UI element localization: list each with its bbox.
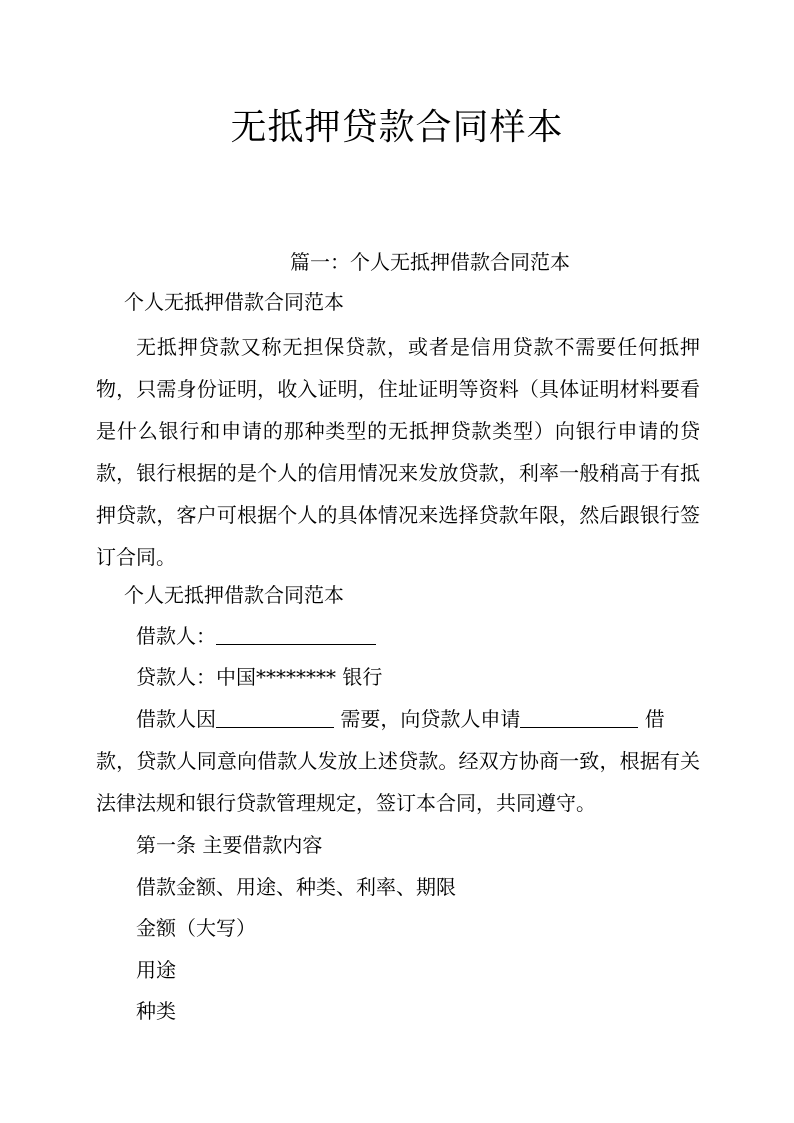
- subheading-contract-template: 个人无抵押借款合同范本: [124, 290, 344, 314]
- subheading-contract-template-2: 个人无抵押借款合同范本: [124, 583, 344, 607]
- usage-label: 用途: [136, 958, 176, 982]
- document-title: 无抵押贷款合同样本: [230, 107, 564, 148]
- section-heading: 篇一：个人无抵押借款合同范本: [290, 250, 570, 274]
- purpose-text-3: 借: [638, 707, 665, 731]
- purpose-text-1: 借款人因: [136, 707, 216, 731]
- amount-label: 金额（大写）: [136, 916, 256, 940]
- loan-items-line: 借款金额、用途、种类、利率、期限: [136, 875, 456, 899]
- borrower-label: 借款人：: [136, 624, 216, 648]
- borrower-blank: [216, 624, 376, 645]
- purpose-line: [136, 704, 665, 734]
- purpose-amount-blank: [520, 707, 638, 728]
- purpose-reason-blank: [216, 707, 334, 728]
- article-1-title: 第一条 主要借款内容: [136, 833, 323, 857]
- intro-paragraph: 无抵押贷款又称无担保贷款，或者是信用贷款不需要任何抵押物，只需身份证明，收入证明，住址证明等资料（具体证明材料要看是什么银行和申请的那种类型的无抵押贷款类型）向银行申请的贷款，银行根据的是个人的信用情况来发放贷款，利率一般稍高于有抵押贷款，客户可根据个人的具体情况来选择贷款年限，然后跟银行签订合同。: [96, 335, 700, 569]
- purpose-continuation-paragraph: 款，贷款人同意向借款人发放上述贷款。经双方协商一致，根据有关法律法规和银行贷款管理规定，签订本合同，共同遵守。: [96, 749, 700, 815]
- borrower-line: [136, 621, 376, 651]
- purpose-text-2: 需要，向贷款人申请: [334, 707, 521, 731]
- lender-line: 贷款人：中国******** 银行: [136, 665, 383, 689]
- type-label: 种类: [136, 999, 176, 1023]
